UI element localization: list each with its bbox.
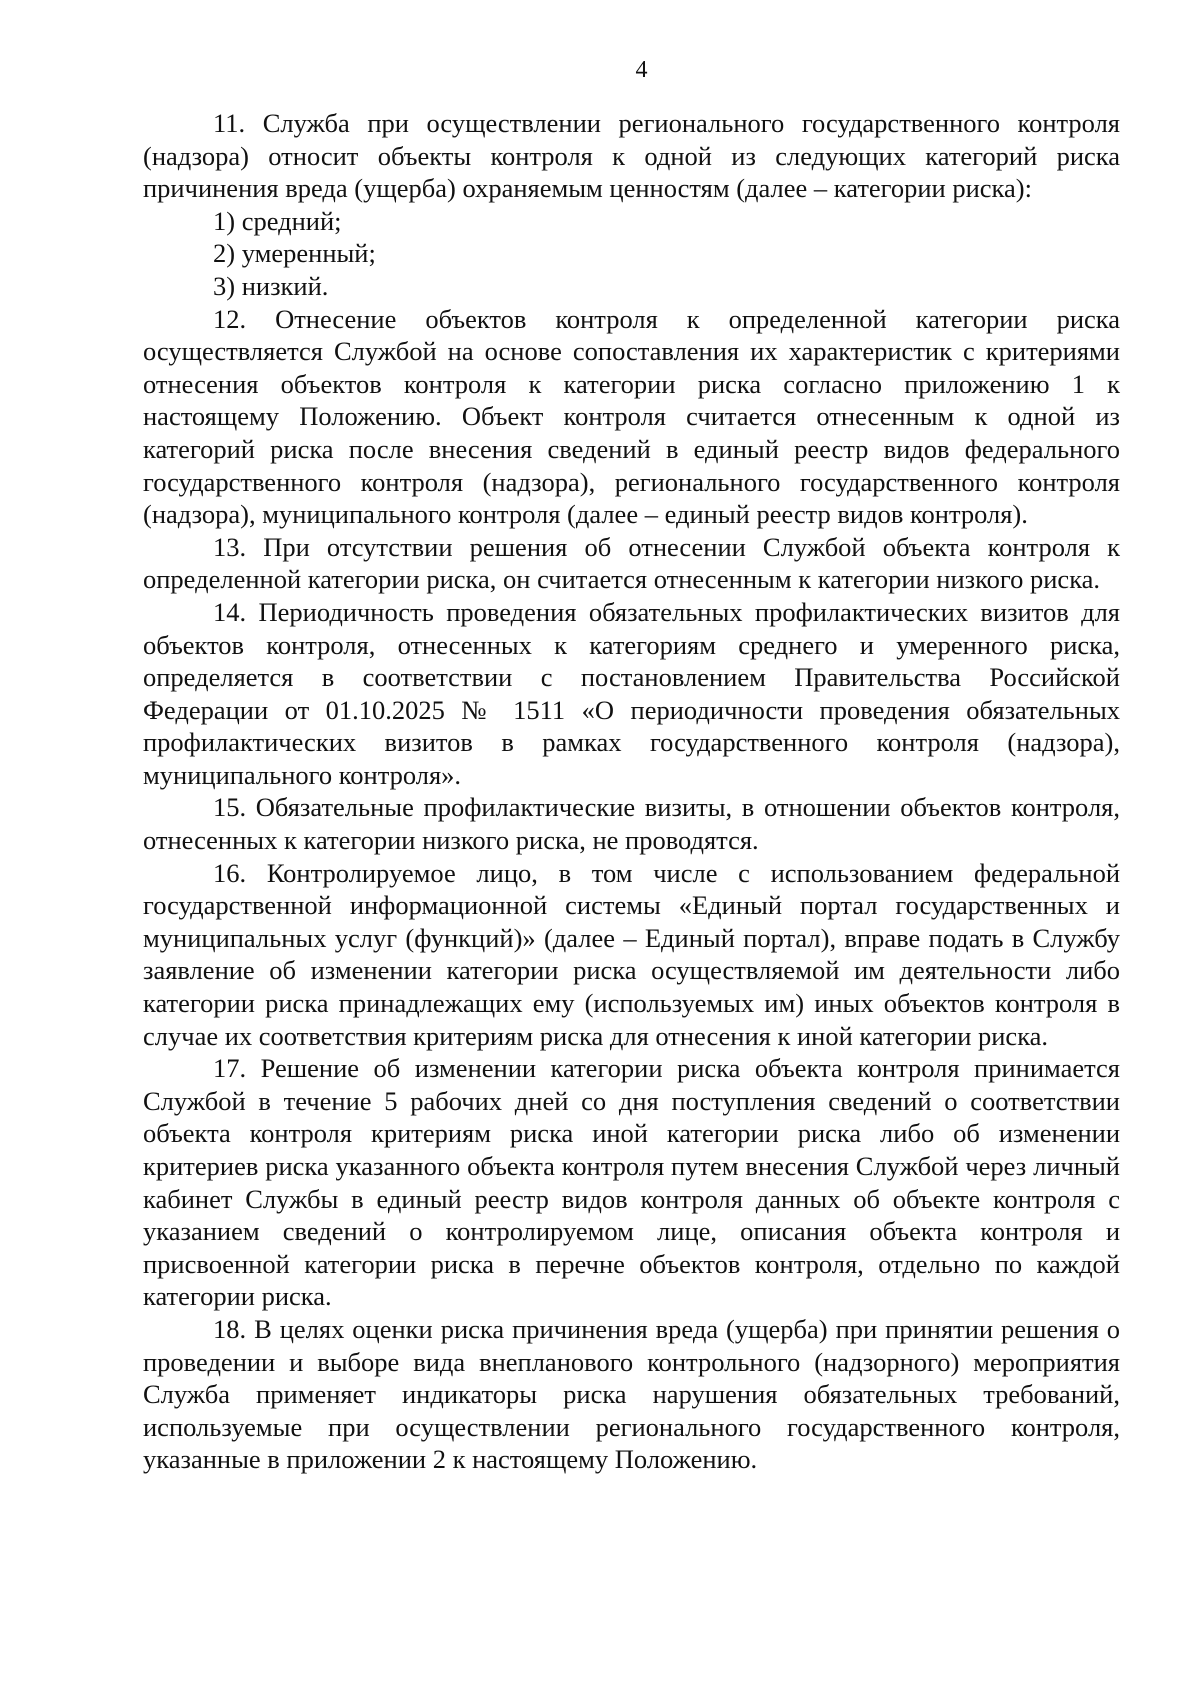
document-page	[143, 55, 1120, 1476]
page-number: 4	[635, 57, 648, 83]
paragraph-18: 18. В целях оценки риска причинения вреда (ущерба) при принятии решения о проведении и выборе вида внепланового контрольного (надзорного) мероприятия Служба применяет индикаторы риска нарушения обязательных требований, используемые при осуществлении регионального государственного контроля, указанные в приложении 2 к настоящему Положению.	[143, 1313, 1120, 1475]
paragraph-12: 12. Отнесение объектов контроля к определенной категории риска осуществляется Службой на основе сопоставления их характеристик с критериями отнесения объектов контроля к категории риска согласно приложению 1 к настоящему Положению. Объект контроля считается отнесенным к одной из категорий риска после внесения сведений в единый реестр видов федерального государственного контроля (надзора), регионального государственного контроля (надзора), муниципального контроля (далее – единый реестр видов контроля).	[143, 303, 1120, 530]
list-item-moderate: 2) умеренный;	[213, 238, 376, 269]
paragraph-11: 11. Служба при осуществлении регионального государственного контроля (надзора) относит объекты контроля к одной из следующих категорий риска причинения вреда (ущерба) охраняемым ценностям (далее – категории риска):	[143, 108, 1120, 204]
paragraph-16: 16. Контролируемое лицо, в том числе с использованием федеральной государственной информационной системы «Единый портал государственных и муниципальных услуг (функций)» (далее – Единый портал), вправе подать в Службу заявление об изменении категории риска осуществляемой им деятельности либо категории риска принадлежащих ему (используемых им) иных объектов контроля в случае их соответствия критериям риска для отнесения к иной категории риска.	[143, 857, 1120, 1051]
paragraph-14: 14. Периодичность проведения обязательных профилактических визитов для объектов контроля, отнесенных к категориям среднего и умеренного риска, определяется в соответствии с постановлением Правительства Российской Федерации от 01.10.2025 № 1511 «О периодичности проведения обязательных профилактических визитов в рамках государственного контроля (надзора), муниципального контроля».	[143, 596, 1120, 790]
list-item-medium: 1) средний;	[213, 205, 342, 236]
paragraph-17: 17. Решение об изменении категории риска объекта контроля принимается Службой в течение 5 рабочих дней со дня поступления сведений о соответствии объекта контроля критериям риска иной категории риска либо об изменении критериев риска указанного объекта контроля путем внесения Службой через личный кабинет Службы в единый реестр видов контроля данных об объекте контроля с указанием сведений о контролируемом лице, описания объекта контроля и присвоенной категории риска в перечне объектов контроля, отдельно по каждой категории риска.	[143, 1053, 1120, 1312]
paragraph-15: 15. Обязательные профилактические визиты, в отношении объектов контроля, отнесенных к категории низкого риска, не проводятся.	[143, 792, 1120, 856]
list-item-low: 3) низкий.	[213, 270, 329, 301]
paragraph-13: 13. При отсутствии решения об отнесении Службой объекта контроля к определенной категории риска, он считается отнесенным к категории низкого риска.	[143, 531, 1120, 595]
